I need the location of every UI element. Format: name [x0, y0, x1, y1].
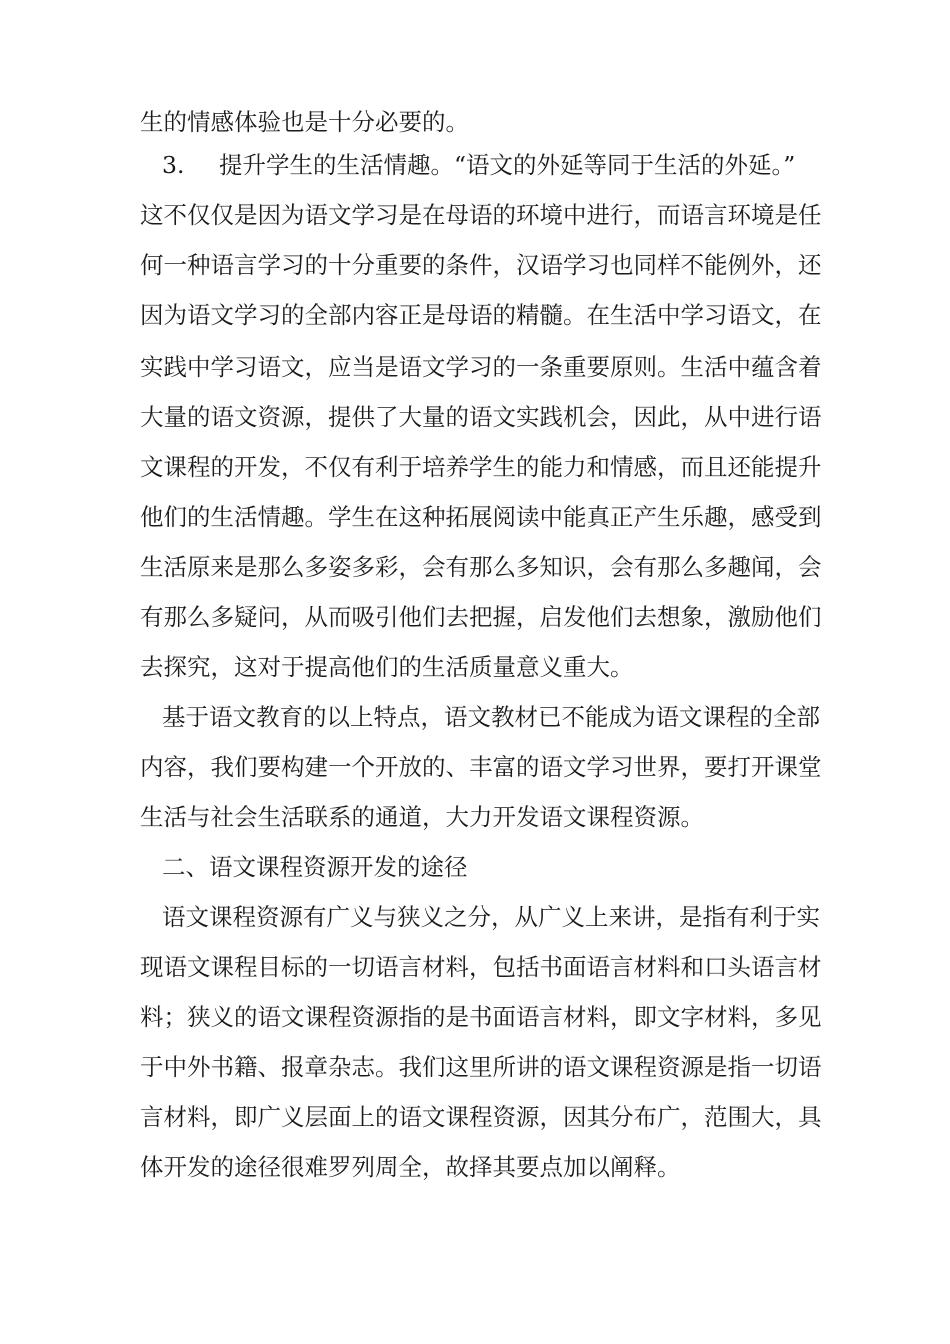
text-line-content: 语文课程资源有广义与狭义之分，从广义上来讲，是指有利于实 — [162, 903, 820, 931]
text-line — [162, 897, 950, 937]
text-line-content: 实践中学习语文，应当是语文学习的一条重要原则。生活中蕴含着 — [140, 353, 822, 381]
text-line-content: 因为语文学习的全部内容正是母语的精髓。在生活中学习语文，在 — [140, 301, 822, 329]
text-line — [140, 597, 950, 637]
text-line-content: 这不仅仅是因为语文学习是在母语的环境中进行，而语言环境是任 — [140, 201, 822, 229]
text-line — [140, 102, 950, 142]
text-line-content: 他们的生活情趣。学生在这种拓展阅读中能真正产生乐趣，感受到 — [140, 503, 822, 531]
text-line-content: 生活与社会生活联系的通道，大力开发语文课程资源。 — [140, 803, 704, 831]
text-line — [140, 245, 950, 285]
text-line — [140, 347, 950, 387]
text-line-content: 去探究，这对于提高他们的生活质量意义重大。 — [140, 653, 634, 681]
text-line — [140, 547, 950, 587]
text-line — [140, 647, 950, 687]
text-line-content: 大量的语文资源，提供了大量的语文实践机会，因此，从中进行语 — [140, 403, 822, 431]
text-line — [140, 947, 950, 987]
text-line — [140, 497, 950, 537]
text-line — [140, 747, 950, 787]
text-line-content: 文课程的开发，不仅有利于培养学生的能力和情感，而且还能提升 — [140, 453, 822, 481]
text-line — [140, 997, 950, 1037]
text-line — [219, 145, 919, 185]
text-line-content: 内容，我们要构建一个开放的、丰富的语文学习世界，要打开课堂 — [140, 753, 822, 781]
text-line-content: 现语文课程目标的一切语言材料，包括书面语言材料和口头语言材 — [140, 953, 822, 981]
text-line — [140, 447, 950, 487]
section-heading — [162, 847, 950, 887]
text-line — [140, 195, 950, 235]
text-line-content: 有那么多疑问，从而吸引他们去把握，启发他们去想象，激励他们 — [140, 603, 822, 631]
text-line — [140, 797, 950, 837]
text-line-content: 生活原来是那么多姿多彩，会有那么多知识，会有那么多趣闻，会 — [140, 553, 822, 581]
text-line-content: 基于语文教育的以上特点，语文教材已不能成为语文课程的全部 — [162, 703, 820, 731]
text-line — [140, 1147, 950, 1187]
list-number-content: 3. — [162, 151, 185, 179]
text-line — [140, 1097, 950, 1137]
text-line — [140, 1047, 950, 1087]
text-line-content: 何一种语言学习的十分重要的条件，汉语学习也同样不能例外，还 — [140, 251, 822, 279]
text-line-content: 言材料，即广义层面上的语文课程资源，因其分布广，范围大，具 — [140, 1103, 822, 1131]
text-line — [162, 697, 950, 737]
text-line-content: 料；狭义的语文课程资源指的是书面语言材料，即文字材料，多见 — [140, 1003, 822, 1031]
text-line-content: 体开发的途径很难罗列周全，故择其要点加以阐释。 — [140, 1153, 681, 1181]
text-line-content: 生的情感体验也是十分必要的。 — [140, 108, 469, 136]
section-heading-content: 二、语文课程资源开发的途径 — [162, 853, 468, 881]
text-line-content: 于中外书籍、报章杂志。我们这里所讲的语文课程资源是指一切语 — [140, 1053, 822, 1081]
text-line-content: 提升学生的生活情趣。“语文的外延等同于生活的外延。” — [219, 151, 796, 179]
text-line — [140, 397, 950, 437]
text-line — [140, 295, 950, 335]
